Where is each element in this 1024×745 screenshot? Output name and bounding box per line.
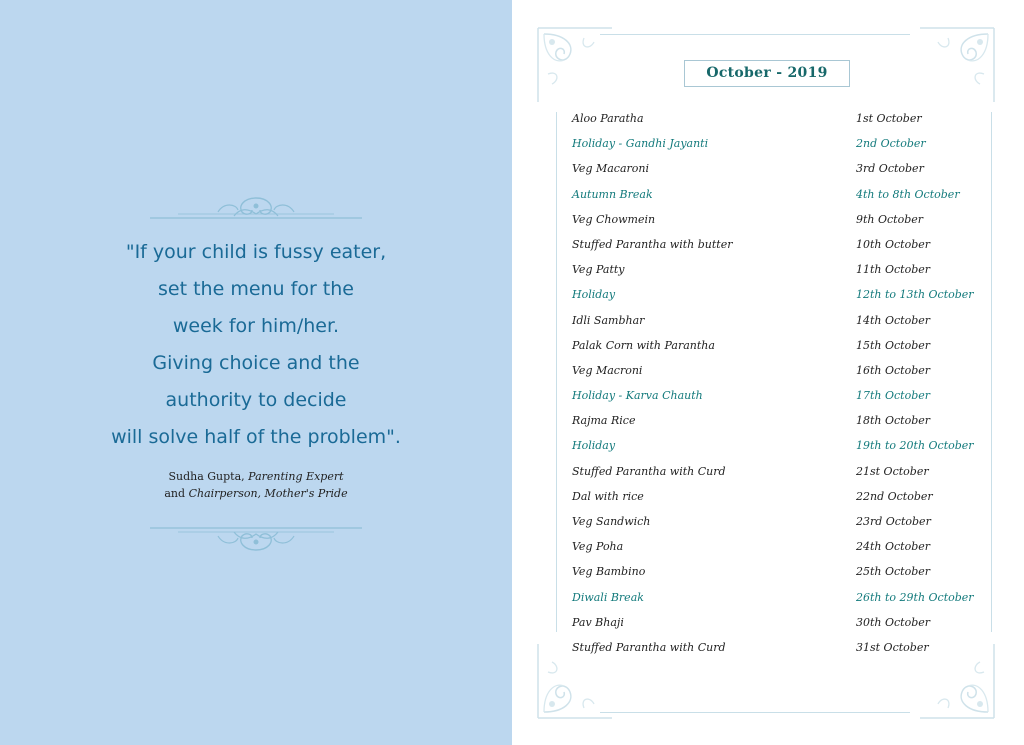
menu-row bbox=[572, 185, 982, 210]
quote-attribution bbox=[0, 468, 512, 502]
bottom-flourish-ornament-icon bbox=[148, 518, 364, 554]
menu-dish: Stuffed Parantha with butter bbox=[572, 237, 733, 251]
menu-row bbox=[572, 109, 982, 134]
menu-row bbox=[572, 235, 982, 260]
menu-dish: Aloo Paratha bbox=[572, 112, 644, 125]
quote-line: week for him/her. bbox=[172, 315, 340, 337]
menu-date: 10th October bbox=[856, 237, 931, 251]
author-name: Sudha Gupta, bbox=[168, 470, 245, 483]
menu-date: 19th to 20th October bbox=[856, 439, 974, 453]
menu-row bbox=[572, 210, 982, 235]
menu-dish: Veg Bambino bbox=[572, 565, 646, 579]
menu-row bbox=[572, 134, 982, 159]
quote-line: Giving choice and the bbox=[152, 352, 360, 374]
menu-row bbox=[572, 436, 982, 461]
frame-right-line bbox=[991, 112, 992, 632]
menu-dish: Veg Macroni bbox=[572, 363, 643, 377]
menu-date: 12th to 13th October bbox=[856, 288, 974, 302]
menu-date: 11th October bbox=[856, 263, 931, 277]
menu-row bbox=[572, 512, 982, 537]
menu-dish: Rajma Rice bbox=[572, 414, 636, 428]
menu-dish: Holiday - Gandhi Jayanti bbox=[572, 137, 709, 151]
frame-left-line bbox=[556, 112, 557, 632]
quote-line: set the menu for the bbox=[158, 278, 354, 300]
menu-dish: Veg Patty bbox=[572, 263, 625, 277]
menu-dish: Autumn Break bbox=[572, 187, 653, 201]
menu-row bbox=[572, 285, 982, 310]
menu-date: 23rd October bbox=[856, 515, 931, 528]
menu-dish: Dal with rice bbox=[572, 489, 644, 503]
menu-row bbox=[572, 411, 982, 436]
corner-ornament-top-right-icon bbox=[916, 24, 998, 106]
menu-date: 18th October bbox=[856, 414, 931, 428]
menu-row bbox=[572, 537, 982, 562]
menu-date: 22nd October bbox=[856, 489, 933, 503]
frame-bottom-line bbox=[600, 712, 910, 713]
menu-dish: Veg Sandwich bbox=[572, 515, 651, 528]
menu-row bbox=[572, 311, 982, 336]
menu-date: 3rd October bbox=[856, 162, 924, 176]
menu-date: 4th to 8th October bbox=[856, 187, 960, 201]
menu-date: 25th October bbox=[856, 565, 931, 579]
menu-dish: Idli Sambhar bbox=[572, 313, 645, 327]
menu-dish: Veg Poha bbox=[572, 540, 624, 554]
quote-block bbox=[0, 234, 512, 502]
menu-date: 31st October bbox=[856, 640, 929, 654]
menu-date: 24th October bbox=[856, 540, 931, 554]
frame-top-line bbox=[600, 34, 910, 35]
menu-date: 17th October bbox=[856, 389, 931, 403]
menu-row bbox=[572, 159, 982, 184]
menu-date: 30th October bbox=[856, 615, 931, 629]
menu-date: 1st October bbox=[856, 112, 922, 125]
menu-date: 9th October bbox=[856, 212, 924, 226]
menu-date: 21st October bbox=[856, 464, 929, 478]
author-line2-prefix: and bbox=[164, 487, 186, 500]
corner-ornament-top-left-icon bbox=[534, 24, 616, 106]
menu-row bbox=[572, 588, 982, 613]
author-title: Parenting Expert bbox=[248, 470, 344, 483]
menu-row bbox=[572, 487, 982, 512]
menu-date: 26th to 29th October bbox=[856, 590, 974, 604]
quote-line: "If your child is fussy eater, bbox=[125, 241, 387, 263]
menu-row bbox=[572, 386, 982, 411]
menu-date: 15th October bbox=[856, 338, 931, 352]
menu-dish: Palak Corn with Parantha bbox=[572, 338, 715, 352]
menu-row bbox=[572, 361, 982, 386]
menu-dish: Holiday bbox=[572, 288, 616, 302]
menu-dish: Holiday - Karva Chauth bbox=[572, 389, 703, 403]
quote-line: will solve half of the problem". bbox=[111, 426, 401, 448]
menu-row bbox=[572, 336, 982, 361]
menu-dish: Stuffed Parantha with Curd bbox=[572, 464, 726, 478]
menu-date: 2nd October bbox=[856, 137, 926, 151]
menu-dish: Diwali Break bbox=[572, 590, 644, 604]
menu-dish: Pav Bhaji bbox=[572, 615, 624, 629]
menu-dish: Stuffed Parantha with Curd bbox=[572, 640, 726, 654]
menu-dish: Holiday bbox=[572, 439, 616, 453]
month-title: October - 2019 bbox=[684, 60, 850, 87]
quote-line: authority to decide bbox=[165, 389, 347, 411]
menu-row bbox=[572, 260, 982, 285]
menu-list bbox=[572, 109, 982, 663]
menu-row bbox=[572, 638, 982, 663]
menu-row bbox=[572, 462, 982, 487]
menu-row bbox=[572, 562, 982, 587]
menu-dish: Veg Chowmein bbox=[572, 212, 656, 226]
top-flourish-ornament-icon bbox=[148, 194, 364, 230]
menu-row bbox=[572, 613, 982, 638]
menu-date: 14th October bbox=[856, 313, 931, 327]
menu-date: 16th October bbox=[856, 363, 931, 377]
author-role: Chairperson, Mother's Pride bbox=[188, 487, 348, 500]
menu-dish: Veg Macaroni bbox=[572, 162, 650, 176]
